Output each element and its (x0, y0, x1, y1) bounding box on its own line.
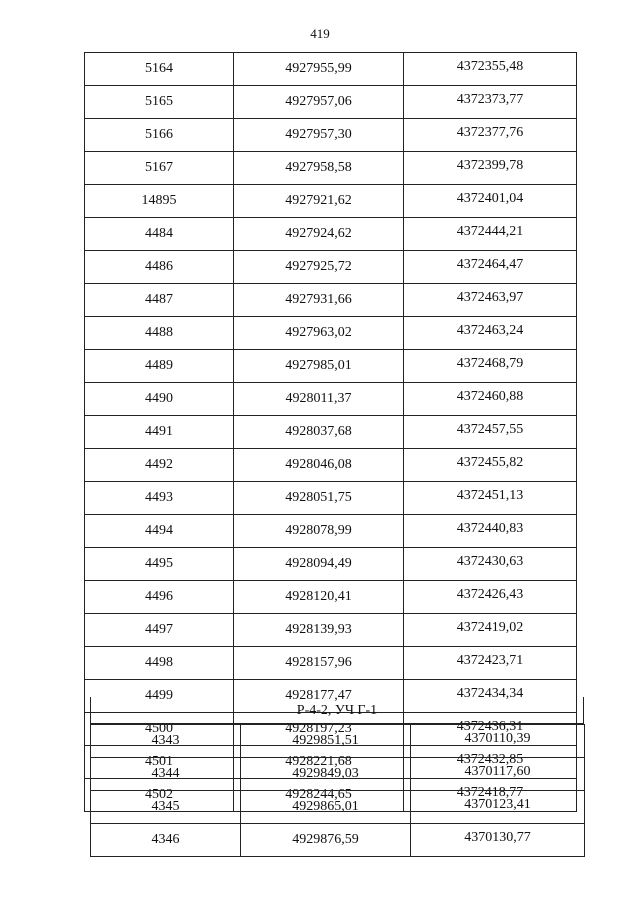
table-row (85, 449, 577, 482)
y-coordinate-cell: 4372399,78 (404, 152, 577, 185)
table-row (85, 416, 577, 449)
y-coordinate-cell: 4372401,04 (404, 185, 577, 218)
x-coordinate-cell: 4927921,62 (234, 185, 404, 218)
y-coordinate-cell: 4372460,88 (404, 383, 577, 416)
y-coordinate-cell: 4372373,77 (404, 86, 577, 119)
x-coordinate-cell: 4927925,72 (234, 251, 404, 284)
page-number: 419 (310, 26, 330, 41)
x-coordinate-cell: 4927963,02 (234, 317, 404, 350)
table-row (85, 119, 577, 152)
y-coordinate-cell: 4370117,60 (411, 758, 585, 791)
point-number-cell: 5167 (85, 152, 234, 185)
x-coordinate-cell: 4928197,23 (234, 713, 404, 746)
y-coordinate-cell: 4372432,85 (404, 746, 577, 779)
x-coordinate-cell: 4928078,99 (234, 515, 404, 548)
section-title: Р-4-2, УЧ Г-1 (90, 697, 584, 724)
y-coordinate-cell: 4372355,48 (404, 53, 577, 86)
coordinates-table-2 (90, 724, 585, 857)
y-coordinate-cell: 4372463,24 (404, 317, 577, 350)
table-row (85, 185, 577, 218)
table-row (91, 725, 585, 758)
table-row (85, 548, 577, 581)
table-row (85, 218, 577, 251)
x-coordinate-cell: 4929851,51 (241, 725, 411, 758)
x-coordinate-cell: 4928177,47 (234, 680, 404, 713)
y-coordinate-cell: 4372463,97 (404, 284, 577, 317)
y-coordinate-cell: 4372464,47 (404, 251, 577, 284)
x-coordinate-cell: 4928051,75 (234, 482, 404, 515)
y-coordinate-cell: 4372444,21 (404, 218, 577, 251)
point-number-cell: 4490 (85, 383, 234, 416)
point-number-cell: 4345 (91, 791, 241, 824)
x-coordinate-cell: 4928120,41 (234, 581, 404, 614)
point-number-cell: 4497 (85, 614, 234, 647)
point-number-cell: 4488 (85, 317, 234, 350)
table-row (85, 515, 577, 548)
y-coordinate-cell: 4372455,82 (404, 449, 577, 482)
point-number-cell: 4346 (91, 824, 241, 857)
table-row (85, 284, 577, 317)
x-coordinate-cell: 4928221,68 (234, 746, 404, 779)
y-coordinate-cell: 4372451,13 (404, 482, 577, 515)
point-number-cell: 4501 (85, 746, 234, 779)
table-row (85, 86, 577, 119)
point-number-cell: 4499 (85, 680, 234, 713)
table-row (91, 758, 585, 791)
x-coordinate-cell: 4927955,99 (234, 53, 404, 86)
point-number-cell: 4484 (85, 218, 234, 251)
point-number-cell: 4489 (85, 350, 234, 383)
x-coordinate-cell: 4927931,66 (234, 284, 404, 317)
y-coordinate-cell: 4372377,76 (404, 119, 577, 152)
table-row (85, 614, 577, 647)
point-number-cell: 4494 (85, 515, 234, 548)
table-row (85, 482, 577, 515)
point-number-cell: 14895 (85, 185, 234, 218)
table-row (85, 251, 577, 284)
point-number-cell: 4343 (91, 725, 241, 758)
table-row (85, 350, 577, 383)
x-coordinate-cell: 4928139,93 (234, 614, 404, 647)
table-row (85, 53, 577, 86)
x-coordinate-cell: 4928046,08 (234, 449, 404, 482)
y-coordinate-cell: 4372457,55 (404, 416, 577, 449)
y-coordinate-cell: 4372440,83 (404, 515, 577, 548)
y-coordinate-cell: 4372468,79 (404, 350, 577, 383)
x-coordinate-cell: 4928094,49 (234, 548, 404, 581)
x-coordinate-cell: 4928037,68 (234, 416, 404, 449)
y-coordinate-cell: 4372426,43 (404, 581, 577, 614)
x-coordinate-cell: 4928157,96 (234, 647, 404, 680)
point-number-cell: 4496 (85, 581, 234, 614)
y-coordinate-cell: 4370123,41 (411, 791, 585, 824)
x-coordinate-cell: 4928244,65 (234, 779, 404, 812)
point-number-cell: 4502 (85, 779, 234, 812)
y-coordinate-cell: 4372418,77 (404, 779, 577, 812)
point-number-cell: 4495 (85, 548, 234, 581)
table-row (85, 647, 577, 680)
y-coordinate-cell: 4372419,02 (404, 614, 577, 647)
table-row (85, 317, 577, 350)
y-coordinate-cell: 4372434,34 (404, 680, 577, 713)
y-coordinate-cell: 4372423,71 (404, 647, 577, 680)
y-coordinate-cell: 4372430,63 (404, 548, 577, 581)
x-coordinate-cell: 4927958,58 (234, 152, 404, 185)
x-coordinate-cell: 4927957,06 (234, 86, 404, 119)
point-number-cell: 5165 (85, 86, 234, 119)
x-coordinate-cell: 4928011,37 (234, 383, 404, 416)
x-coordinate-cell: 4929849,03 (241, 758, 411, 791)
y-coordinate-cell: 4370130,77 (411, 824, 585, 857)
x-coordinate-cell: 4927924,62 (234, 218, 404, 251)
point-number-cell: 4491 (85, 416, 234, 449)
table-row (85, 581, 577, 614)
table-row (85, 383, 577, 416)
point-number-cell: 4493 (85, 482, 234, 515)
y-coordinate-cell: 4372436,31 (404, 713, 577, 746)
x-coordinate-cell: 4927985,01 (234, 350, 404, 383)
x-coordinate-cell: 4929876,59 (241, 824, 411, 857)
y-coordinate-cell: 4370110,39 (411, 725, 585, 758)
point-number-cell: 5164 (85, 53, 234, 86)
point-number-cell: 4500 (85, 713, 234, 746)
table-row (91, 791, 585, 824)
point-number-cell: 4486 (85, 251, 234, 284)
point-number-cell: 4498 (85, 647, 234, 680)
table-row (85, 152, 577, 185)
table-row (91, 824, 585, 857)
point-number-cell: 4487 (85, 284, 234, 317)
point-number-cell: 4492 (85, 449, 234, 482)
x-coordinate-cell: 4927957,30 (234, 119, 404, 152)
x-coordinate-cell: 4929865,01 (241, 791, 411, 824)
point-number-cell: 5166 (85, 119, 234, 152)
point-number-cell: 4344 (91, 758, 241, 791)
